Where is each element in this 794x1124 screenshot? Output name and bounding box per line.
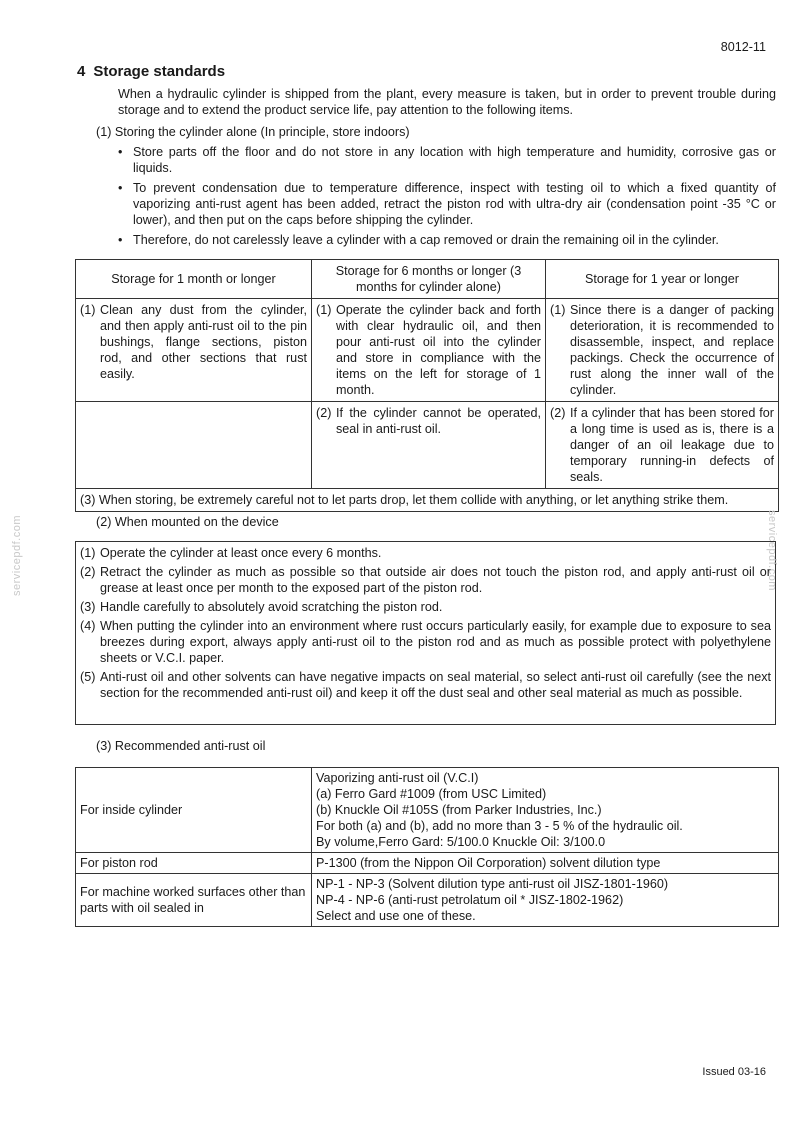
header-1-month: Storage for 1 month or longer	[76, 260, 312, 299]
table-cell	[312, 299, 546, 402]
item-text: Handle carefully to absolutely avoid scratching the piston rod.	[100, 600, 443, 614]
item-number: (3)	[80, 600, 96, 614]
header-6-months: Storage for 6 months or longer (3 months for cylinder alone)	[312, 260, 546, 299]
item-number: (1)	[80, 303, 96, 317]
row-content	[312, 874, 779, 927]
table-cell-empty	[76, 402, 312, 489]
item-text: Clean any dust from the cylinder, and then apply anti-rust oil to the pin bushings, flange sections, piston rod, and other sections that rust easily.	[100, 303, 307, 381]
item-text: If the cylinder cannot be operated, seal in anti-rust oil.	[336, 406, 541, 436]
table-cell	[546, 299, 779, 402]
bullet-item: • Therefore, do not carelessly leave a cylinder with a cap removed or drain the remaining oil in the cylinder.	[118, 232, 776, 248]
item-number: (2)	[80, 565, 96, 579]
row-content	[312, 768, 779, 853]
table-cell-full	[76, 489, 779, 512]
item-text: Anti-rust oil and other solvents can have negative impacts on seal material, so select anti-rust oil carefully (see the next section for the recommended anti-rust oil) and keep it off the dust seal and other seal material as much as possible.	[100, 670, 771, 700]
item-number: (4)	[80, 619, 96, 633]
storage-bullets	[118, 144, 776, 252]
content-line: Select and use one of these.	[316, 909, 476, 923]
table-row	[76, 489, 779, 512]
table-header-row	[76, 260, 779, 299]
content-line: Vaporizing anti-rust oil (V.C.I)	[316, 771, 479, 785]
item-text: Since there is a danger of packing deterioration, it is recommended to disassemble, inspect, and replace packings. Check the occurrence of rust along the inner wall of the cylinder.	[570, 303, 774, 397]
watermark-left: servicepdf.com	[11, 515, 23, 596]
content-line: For both (a) and (b), add no more than 3 - 5 % of the hydraulic oil.	[316, 819, 683, 833]
list-item	[80, 618, 771, 666]
issued-footer: Issued 03-16	[702, 1066, 766, 1078]
table-row	[76, 402, 779, 489]
list-item	[80, 669, 771, 701]
storage-duration-table	[75, 259, 779, 512]
item-text: When storing, be extremely careful not to let parts drop, let them collide with anything, or let anything strike them.	[98, 493, 729, 507]
item-text: Operate the cylinder back and forth with clear hydraulic oil, and then pour anti-rust oil into the cylinder and store in compliance with the items on the left for storage of 1 month.	[336, 303, 541, 397]
content-line: NP-1 - NP-3 (Solvent dilution type anti-rust oil JISZ-1801-1960)	[316, 877, 669, 891]
table-cell	[312, 402, 546, 489]
item-number: (1)	[80, 546, 96, 560]
subsection-2-heading: (2) When mounted on the device	[96, 515, 279, 529]
page-number: 8012-11	[720, 40, 766, 54]
item-text: Operate the cylinder at least once every 6 months.	[100, 546, 382, 560]
table-row	[76, 768, 779, 853]
section-title	[77, 64, 225, 80]
subsection-1-heading: (1) Storing the cylinder alone (In principle, store indoors)	[96, 125, 410, 139]
subsection-3-heading: (3) Recommended anti-rust oil	[96, 739, 266, 753]
section-number: 4	[77, 63, 86, 80]
content-line: (b) Knuckle Oil #105S (from Parker Industries, Inc.)	[316, 803, 602, 817]
list-item	[80, 564, 771, 596]
item-number: (3)	[80, 493, 96, 507]
item-text: Retract the cylinder as much as possible so that outside air does not touch the piston rod, and apply anti-rust oil or grease at least once per month to the exposed part of the piston rod.	[100, 565, 771, 595]
bullet-item: • To prevent condensation due to temperature difference, inspect with testing oil to which a fixed quantity of vaporizing anti-rust agent has been added, retract the piston rod with ultra-dry air (condensation point -35 °C or lower), and then put on the caps before shipping the cylinder.	[118, 180, 776, 228]
content-line: P-1300 (from the Nippon Oil Corporation) solvent dilution type	[316, 856, 661, 870]
row-label: For piston rod	[76, 853, 312, 874]
row-label: For machine worked surfaces other than parts with oil sealed in	[76, 874, 312, 927]
item-number: (2)	[550, 406, 566, 420]
anti-rust-oil-table	[75, 767, 779, 927]
item-number: (5)	[80, 670, 96, 684]
intro-paragraph: When a hydraulic cylinder is shipped from the plant, every measure is taken, but in order to prevent trouble during storage and to extend the product service life, pay attention to the following items.	[118, 87, 776, 117]
item-text: When putting the cylinder into an environment where rust occurs particularly easily, for example due to exposure to sea breezes during export, always apply anti-rust oil to the piston rod and as much as possible protect with polyethylene sheets or V.C.I. paper.	[100, 619, 771, 665]
list-item	[80, 599, 771, 615]
item-number: (1)	[316, 303, 332, 317]
list-item	[80, 545, 771, 561]
item-number: (2)	[316, 406, 332, 420]
mounted-device-box	[75, 541, 776, 725]
watermark-right: servicepdf.com	[766, 510, 778, 591]
table-row	[76, 299, 779, 402]
item-text: If a cylinder that has been stored for a long time is used as is, there is a danger of an oil leakage due to temporary running-in defects of seals.	[570, 406, 774, 484]
content-line: By volume,Ferro Gard: 5/100.0 Knuckle Oil: 3/100.0	[316, 835, 606, 849]
item-number: (1)	[550, 303, 566, 317]
table-row	[76, 874, 779, 927]
table-cell	[76, 299, 312, 402]
row-label: For inside cylinder	[76, 768, 312, 853]
bullet-item: • Store parts off the floor and do not store in any location with high temperature and humidity, corrosive gas or liquids.	[118, 144, 776, 176]
table-cell	[546, 402, 779, 489]
header-1-year: Storage for 1 year or longer	[546, 260, 779, 299]
row-content	[312, 853, 779, 874]
section-title-text: Storage standards	[93, 63, 226, 80]
content-line: NP-4 - NP-6 (anti-rust petrolatum oil * JISZ-1802-1962)	[316, 893, 624, 907]
content-line: (a) Ferro Gard #1009 (from USC Limited)	[316, 787, 547, 801]
table-row	[76, 853, 779, 874]
